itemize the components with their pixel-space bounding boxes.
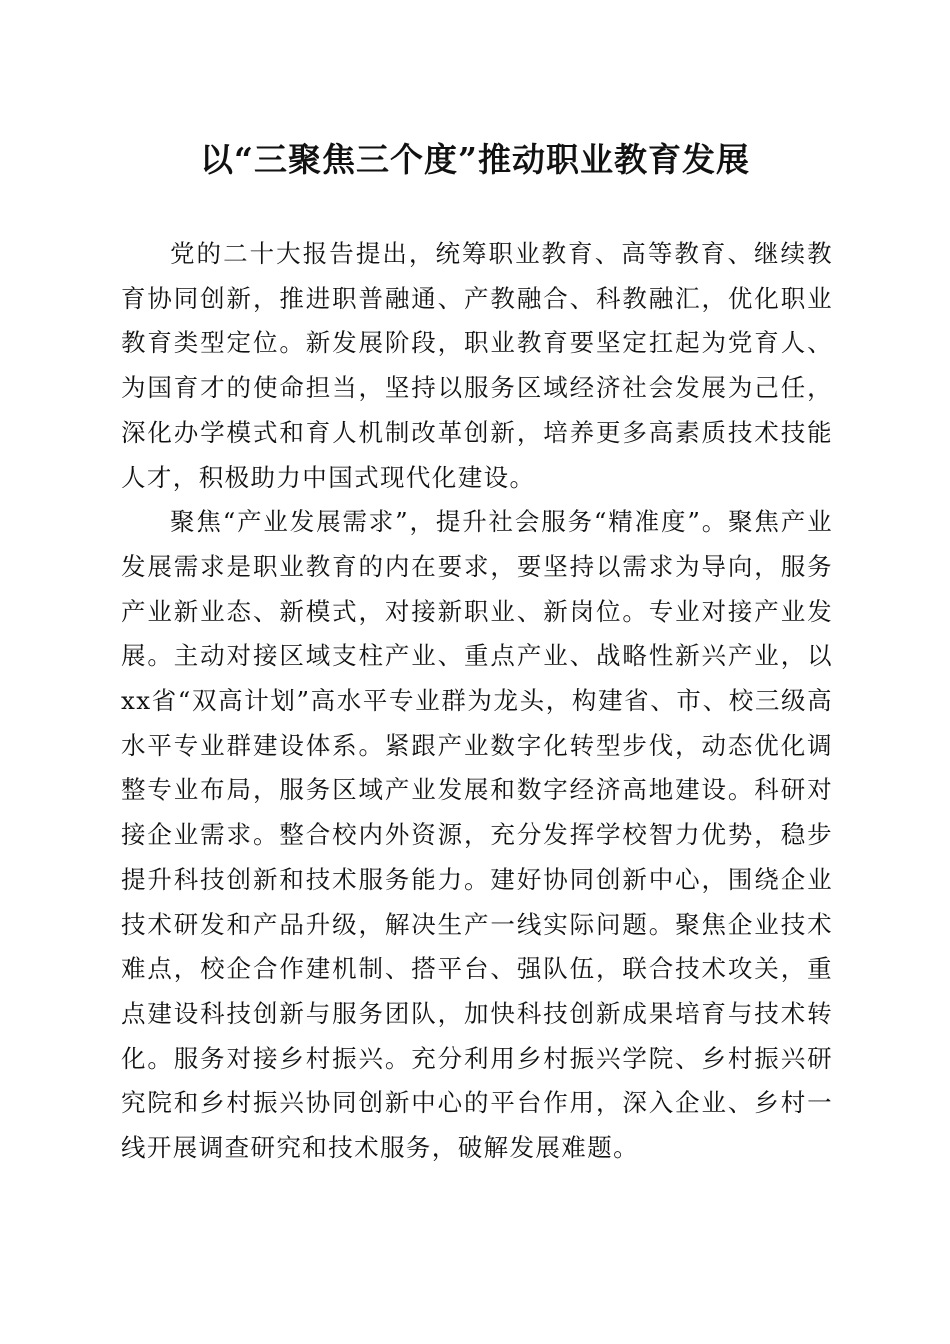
paragraph-industry-demand: 聚焦“产业发展需求”，提升社会服务“精准度”。聚焦产业发展需求是职业教育的内在要求，要坚持以需求为导向，服务产业新业态、新模式，对接新职业、新岗位。专业对接产业发展。主动对接区域支柱产业、重点产业、战略性新兴产业，以xx省“双高计划”高水平专业群为龙头，构建省、市、校三级高水平专业群建设体系。紧跟产业数字化转型步伐，动态优化调整专业布局，服务区域产业发展和数字经济高地建设。科研对接企业需求。整合校内外资源，充分发挥学校智力优势，稳步提升科技创新和技术服务能力。建好协同创新中心，围绕企业技术研发和产品升级，解决生产一线实际问题。聚焦企业技术难点，校企合作建机制、搭平台、强队伍，联合技术攻关，重点建设科技创新与服务团队，加快科技创新成果培育与技术转化。服务对接乡村振兴。充分利用乡村振兴学院、乡村振兴研究院和乡村振兴协同创新中心的平台作用，深入企业、乡村一线开展调查研究和技术服务，破解发展难题。 bbox=[121, 507, 833, 1163]
document-body bbox=[121, 232, 833, 1171]
paragraph-intro: 党的二十大报告提出，统筹职业教育、高等教育、继续教育协同创新，推进职普融通、产教融合、科教融汇，优化职业教育类型定位。新发展阶段，职业教育要坚定扛起为党育人、为国育才的使命担当，坚持以服务区域经济社会发展为己任，深化办学模式和育人机制改革创新，培养更多高素质技术技能人才，积极助力中国式现代化建设。 bbox=[121, 239, 833, 492]
document-title: 以“三聚焦三个度”推动职业教育发展 bbox=[200, 140, 750, 179]
